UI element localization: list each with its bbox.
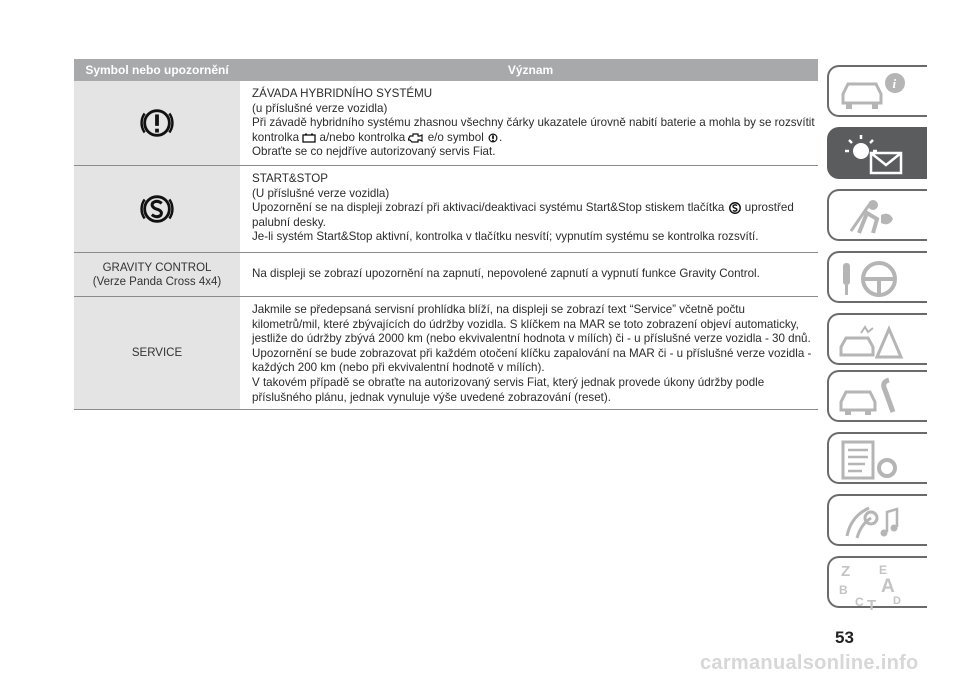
start-stop-warning-icon	[138, 190, 176, 228]
row-label: GRAVITY CONTROL	[102, 261, 212, 274]
chapter-tab-safety[interactable]	[827, 189, 927, 241]
key-steering-wheel-icon	[837, 257, 907, 301]
table-row	[74, 81, 818, 166]
symbol-cell	[74, 166, 240, 252]
row-label: (Verze Panda Cross 4x4)	[92, 275, 222, 288]
meaning-cell	[240, 81, 818, 165]
svg-text:T: T	[867, 597, 877, 612]
row-text: každých 200 km (nebo při ekvivalentní hodnotě v mílích).	[252, 361, 545, 375]
warning-table	[74, 59, 818, 410]
svg-text:E: E	[879, 563, 888, 577]
start-stop-icon	[728, 201, 742, 215]
row-text: jestliže do údržby zbývá 2000 km (nebo ekvivalentní hodnota v mílích) či - u příslušné verze vozidla - 30 dnů.	[252, 332, 811, 346]
warning-light-envelope-icon	[837, 133, 907, 177]
row-title: ZÁVADA HYBRIDNÍHO SYSTÉMU	[252, 87, 433, 100]
chapter-tab-warning-lights[interactable]	[827, 127, 927, 179]
row-text: Upozornění se bude zobrazovat při každém otočení klíčku zapalování na MAR či - u příslušné verze vozidla -	[252, 346, 812, 360]
meaning-cell	[240, 166, 818, 252]
symbol-cell	[74, 297, 240, 409]
alphabetical-index-icon	[837, 562, 907, 612]
specs-gear-icon	[837, 438, 907, 482]
chapter-tab-dashboard[interactable]	[827, 65, 927, 117]
row-text: kontrolka a/nebo kontrolka e/o symbol .	[252, 130, 503, 144]
meaning-cell	[240, 297, 818, 409]
svg-text:D: D	[893, 595, 901, 607]
watermark: carmanualsonline.info	[700, 652, 919, 674]
table-header	[74, 59, 818, 81]
row-text: Je-li systém Start&Stop aktivní, kontrolka v tlačítku nesvítí; vypnutím systému se kontrolka rozsvítí.	[252, 230, 759, 244]
svg-text:i: i	[892, 76, 897, 91]
battery-icon	[302, 133, 316, 143]
row-subtitle: (u příslušné verze vozidla)	[252, 101, 388, 115]
row-subtitle: (U příslušné verze vozidla)	[252, 186, 390, 200]
row-text: příslušného plánu, jednak vynuluje výše uvedené zobrazování (reset).	[252, 390, 611, 404]
car-wrench-icon	[837, 376, 907, 420]
row-label: SERVICE	[131, 347, 183, 359]
header-meaning: Význam	[507, 63, 554, 77]
table-row	[74, 253, 818, 297]
row-text: Obraťte se co nejdříve autorizovaný servis Fiat.	[252, 145, 496, 159]
row-text: Upozornění se na displeji zobrazí při aktivaci/deaktivaci systému Start&Stop stiskem tlačítka uprostřed	[252, 201, 794, 215]
chapter-tab-maintenance[interactable]	[827, 370, 927, 422]
row-text: Při závadě hybridního systému zhasnou všechny čárky ukazatele úrovně nabití baterie a mohla by se rozsvítit	[252, 116, 815, 130]
table-row	[74, 166, 818, 253]
row-title: START&STOP	[252, 172, 329, 185]
chapter-tab-specifications[interactable]	[827, 432, 927, 484]
engine-icon	[408, 132, 424, 143]
svg-text:C: C	[855, 595, 864, 609]
row-text: Jakmile se předepsaná servisní prohlídka blíží, na displeji se zobrazí text “Service” včetně počtu	[252, 303, 745, 316]
row-text: V takovém případě se obraťte na autorizovaný servis Fiat, který jednak provede úkony údržby podle	[252, 375, 765, 389]
meaning-cell	[240, 253, 818, 296]
row-text: Na displeji se zobrazí upozornění na zapnutí, nepovolené zapnutí a vypnutí funkce Gravity Control.	[252, 267, 760, 281]
chapter-tab-multimedia[interactable]	[827, 494, 927, 546]
multimedia-music-icon	[837, 500, 907, 544]
symbol-cell	[74, 81, 240, 165]
car-accident-icon	[837, 319, 907, 363]
row-text: palubní desky.	[252, 215, 326, 229]
exclamation-warning-icon	[487, 132, 499, 144]
chapter-tab-index[interactable]	[827, 556, 927, 612]
row-text: kilometrů/mil, které zbývajících do údržby vozidla. S klíčkem na MAR se toto zobrazení objeví automaticky,	[252, 317, 799, 331]
symbol-cell	[74, 253, 240, 296]
car-info-icon	[837, 71, 907, 115]
header-symbol: Symbol nebo upozornění	[85, 63, 229, 77]
svg-text:Z: Z	[841, 563, 851, 580]
chapter-tab-emergency[interactable]	[827, 313, 927, 365]
table-row	[74, 297, 818, 410]
exclamation-warning-icon	[138, 104, 176, 142]
person-airbag-icon	[837, 195, 907, 239]
svg-text:A: A	[881, 576, 895, 597]
svg-text:B: B	[839, 583, 848, 597]
page-number: 53	[835, 628, 854, 647]
chapter-tab-starting-driving[interactable]	[827, 251, 927, 303]
